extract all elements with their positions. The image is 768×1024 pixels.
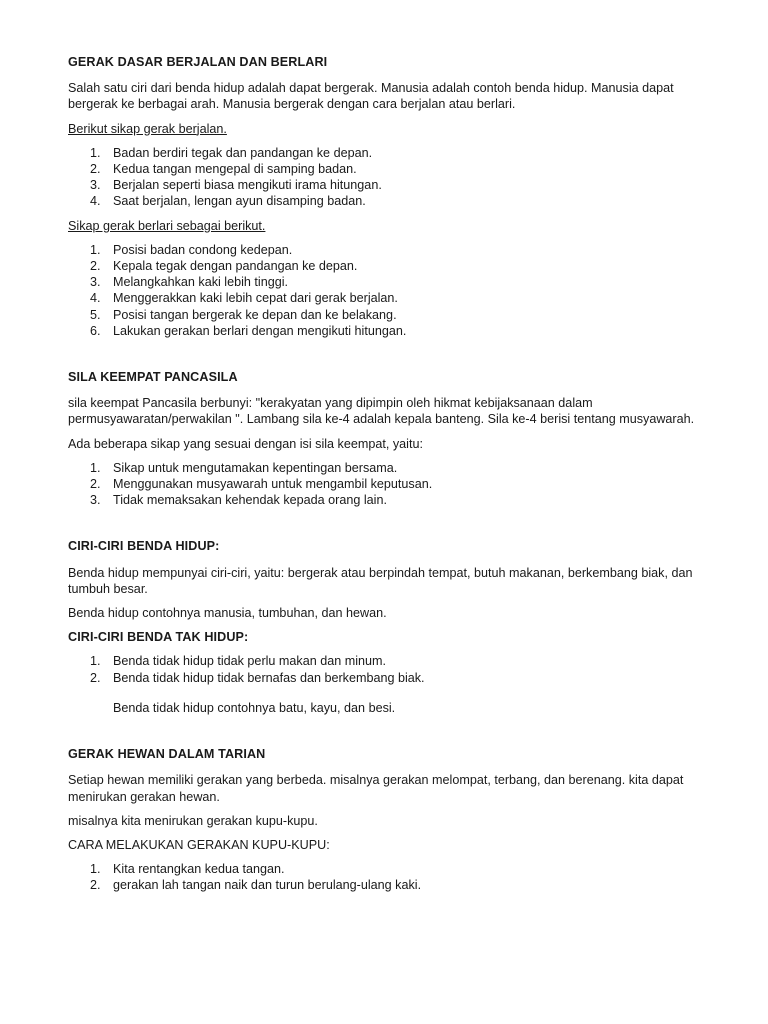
list-item: 5. Posisi tangan bergerak ke depan dan ke belakang. (90, 307, 397, 322)
sila-attitudes-list (68, 460, 708, 509)
subheading-walk: Berikut sikap gerak berjalan. (68, 121, 227, 136)
paragraph-benda-hidup-intro: Benda hidup mempunyai ciri-ciri, yaitu: bergerak atau berpindah tempat, butuh makanan, berkembang biak, dan tumbuh besar. (68, 565, 693, 596)
list-item: 1. Benda tidak hidup tidak perlu makan dan minum. (90, 654, 387, 669)
subheading-cara-kupu-kupu: CARA MELAKUKAN GERAKAN KUPU-KUPU: (68, 837, 330, 852)
section-title-gerak-dasar: GERAK DASAR BERJALAN DAN BERLARI (68, 55, 328, 69)
paragraph-gerak-hewan-example: misalnya kita menirukan gerakan kupu-kupu. (68, 813, 318, 828)
list-item: 2. Kepala tegak dengan pandangan ke depan. (90, 259, 358, 274)
nonliving-list (68, 653, 708, 685)
paragraph-sila-attitudes-heading: Ada beberapa sikap yang sesuai dengan isi sila keempat, yaitu: (68, 436, 423, 451)
spacer (68, 724, 708, 746)
section-title-gerak-hewan: GERAK HEWAN DALAM TARIAN (68, 747, 266, 762)
list-item: 2. Menggunakan musyawarah untuk mengambil keputusan. (90, 477, 433, 492)
section-title-sila-keempat: SILA KEEMPAT PANCASILA (68, 370, 238, 385)
list-item: 3. Berjalan seperti biasa mengikuti irama hitungan. (90, 178, 382, 193)
walk-steps-list (68, 145, 708, 210)
spacer (68, 516, 708, 538)
list-item: 1. Badan berdiri tegak dan pandangan ke depan. (90, 145, 373, 160)
section-title-benda-tak-hidup: CIRI-CIRI BENDA TAK HIDUP: (68, 630, 249, 645)
spacer (68, 347, 708, 369)
list-item: 1. Sikap untuk mengutamakan kepentingan bersama. (90, 460, 398, 475)
list-item: 3. Melangkahkan kaki lebih tinggi. (90, 275, 289, 290)
kupu-kupu-steps-list (68, 861, 708, 893)
list-item: 2. Kedua tangan mengepal di samping badan. (90, 162, 357, 177)
paragraph-benda-hidup-examples: Benda hidup contohnya manusia, tumbuhan, dan hewan. (68, 606, 387, 621)
document-page (68, 54, 708, 902)
paragraph-nonliving-examples: Benda tidak hidup contohnya batu, kayu, dan besi. (113, 700, 396, 715)
run-steps-list (68, 242, 708, 339)
list-item: 3. Tidak memaksakan kehendak kepada orang lain. (90, 493, 387, 508)
section-title-benda-hidup: CIRI-CIRI BENDA HIDUP: (68, 539, 220, 554)
subheading-run: Sikap gerak berlari sebagai berikut. (68, 218, 266, 233)
paragraph-gerak-hewan-intro: Setiap hewan memiliki gerakan yang berbeda. misalnya gerakan melompat, terbang, dan berenang. kita dapat menirukan gerakan hewan. (68, 773, 684, 804)
paragraph-intro-benda-hidup: Salah satu ciri dari benda hidup adalah dapat bergerak. Manusia adalah contoh benda hidup. Manusia dapat bergerak ke berbagai arah. Manusia bergerak dengan cara berjalan atau berlari. (68, 81, 674, 112)
list-item: 4. Menggerakkan kaki lebih cepat dari gerak berjalan. (90, 291, 398, 306)
list-item: 2. gerakan lah tangan naik dan turun berulang-ulang kaki. (90, 878, 422, 893)
list-item: 1. Kita rentangkan kedua tangan. (90, 862, 285, 877)
list-item: 2. Benda tidak hidup tidak bernafas dan berkembang biak. (90, 670, 425, 685)
paragraph-sila-intro: sila keempat Pancasila berbunyi: "kerakyatan yang dipimpin oleh hikmat kebijaksanaan dalam permusyawaratan/perwakilan ". Lambang sila ke-4 adalah kepala banteng. Sila ke-4 berisi tentang musyawarah. (68, 396, 695, 427)
list-item: 1. Posisi badan condong kedepan. (90, 242, 293, 257)
list-item: 4. Saat berjalan, lengan ayun disamping badan. (90, 194, 366, 209)
list-item: 6. Lakukan gerakan berlari dengan mengikuti hitungan. (90, 323, 407, 338)
